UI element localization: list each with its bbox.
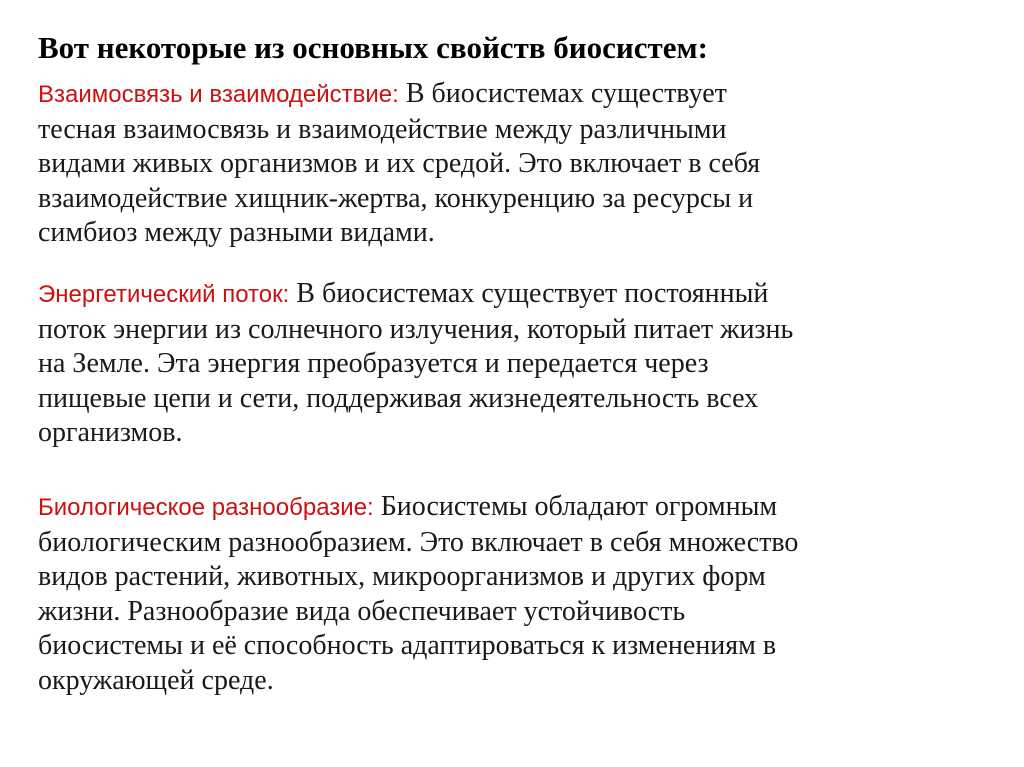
section-text-line: видов растений, животных, микроорганизмов и других форм (38, 561, 766, 592)
section-text-line: на Земле. Эта энергия преобразуется и передается через (38, 348, 709, 379)
section-text-line: поток энергии из солнечного излучения, который питает жизнь (38, 313, 794, 345)
section-text-line: В биосистемах существует (398, 78, 727, 109)
section-term: Взаимосвязь и взаимодействие: (38, 81, 399, 108)
section-text-line: тесная взаимосвязь и взаимодействие между различными (38, 113, 727, 145)
slide-title: Вот некоторые из основных свойств биосистем: (38, 30, 708, 65)
section-text-line: пищевые цепи и сети, поддерживая жизнедеятельность всех (38, 382, 759, 414)
section-text-line: организмов. (38, 417, 183, 448)
section-energy-flow (38, 277, 988, 451)
section-text-line: симбиоз между разными видами. (38, 217, 435, 248)
section-text-line: жизни. Разнообразие вида обеспечивает устойчивость (38, 595, 686, 627)
section-text-line: биологическим разнообразием. Это включает в себя множество (38, 526, 799, 558)
section-text-line: Биосистемы обладают огромным (373, 491, 778, 522)
section-first-line (38, 77, 988, 113)
section-text-line: биосистемы и её способность адаптироваться к изменениям в (38, 630, 777, 661)
section-term: Энергетический поток: (38, 281, 290, 308)
section-text-line: видами живых организмов и их средой. Это включает в себя (38, 148, 761, 179)
section-term: Биологическое разнообразие: (38, 494, 374, 521)
section-text-line: окружающей среде. (38, 664, 274, 696)
section-text-line: В биосистемах существует постоянный (289, 278, 769, 309)
section-first-line (38, 277, 988, 313)
section-biodiversity (38, 490, 988, 698)
section-text-line: взаимодействие хищник-жертва, конкуренцию за ресурсы и (38, 182, 754, 214)
section-interaction (38, 77, 988, 251)
section-first-line (38, 490, 988, 526)
